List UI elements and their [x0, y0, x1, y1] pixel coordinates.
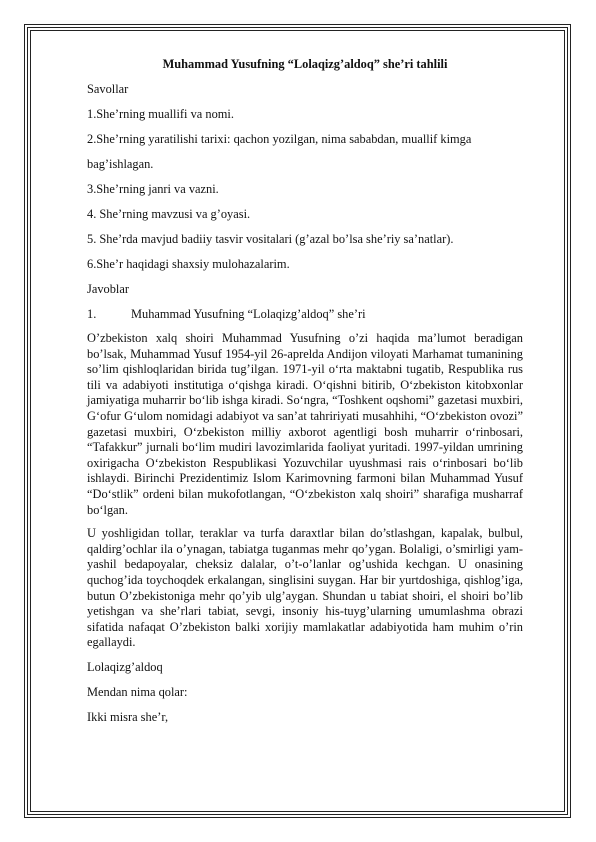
question-3: 3.She’rning janri va vazni.	[87, 182, 219, 196]
biography-paragraph: O’zbekiston xalq shoiri Muhammad Yusufning o’zi haqida ma’lumot beradigan bo’lsak, Muhammad Yusuf 1954-yil 26-aprelda Andijon viloyati Marhamat tumanining so’lim qishloqlaridan birida tug’ilgan. 1971-yil o‘rta maktabni tugatib, Respublika rus tili va adabiyoti institutiga o‘qishga kiradi. O‘qishni bitirib, O‘zbekiston kitobxonlar jamiyatiga muharrir bo‘lib ishga kiradi. So‘ngra, “Toshkent oqshomi” gazetasi muxbiri, G‘ofur G‘ulom nomidagi adabiyot va san’at tahririyati musahhihi, “O‘zbekiston ovozi” gazetasi muxbiri, O‘zbekiston milliy axborot agentligi bosh muharrir o‘rinbosari, “Tafakkur” jurnali bo‘lim mudiri lavozimlarida faoliyat yuritadi. 1997-yildan umrining oxirigacha O‘zbekiston Respublikasi Yozuvchilar uyushmasi rais o‘rinbosari bo‘lib ishlaydi. Birinchi Prezidentimiz Islom Karimovning farmoni bilan Muhammad Yusuf “Do‘stlik” ordeni bilan mukofotlangan, “O‘zbekiston xalq shoiri” sharafiga musharraf bo‘lgan.	[87, 331, 523, 517]
question-2-continued: bag’ishlagan.	[87, 157, 154, 171]
document-title: Muhammad Yusufning “Lolaqizg’aldoq” she’ri tahlili	[162, 57, 448, 71]
poem-line-3: Ikki misra she’r,	[87, 709, 169, 724]
poem-line-2: Mendan nima qolar:	[87, 684, 188, 699]
answer-1-text: Muhammad Yusufning “Lolaqizg’aldoq” she’ri	[131, 307, 366, 321]
answer-1-heading	[87, 306, 523, 323]
questions-heading: Savollar	[87, 82, 129, 96]
question-6: 6.She’r haqidagi shaxsiy mulohazalarim.	[87, 257, 290, 271]
document-body	[87, 56, 523, 734]
poem-line-1: Lolaqizg’aldoq	[87, 659, 163, 674]
answer-1-number: 1.	[87, 307, 97, 321]
question-5: 5. She’rda mavjud badiiy tasvir vositalari (g’azal bo’lsa she’riy sa’natlar).	[87, 232, 454, 246]
childhood-paragraph: U yoshligidan tollar, teraklar va turfa daraxtlar bilan do’stlashgan, kapalak, bulbul, qaldirg’ochlar ila o’ynagan, tabiatga tuganmas mehr qo’ygan. Bolaligi, o’smirligi yam-yashil bedapoyalar, cheksiz dalalar, o’t-o’lanlar og’ushida kechgan. U onasining quchog’ida toychoqdek erkalangan, singlisini suygan. Har bir yurtdoshiga, qishlog’iga, butun O’zbekistoniga mehr qo’yib ulg’aygan. Shundan u tabiat shoiri, el shoiri bo’lib yetishgan va she’rlari tabiat, sevgi, insoniy his-tuyg’ularning umumlashma obrazi sifatida nafaqat O’zbekiston balki xorijiy mamlakatlar adabiyotida ham muhim o’rin egallaydi.	[87, 526, 523, 650]
question-2: 2.She’rning yaratilishi tarixi: qachon yozilgan, nima sababdan, muallif kimga	[87, 132, 472, 146]
question-1: 1.She’rning muallifi va nomi.	[87, 107, 234, 121]
answers-heading: Javoblar	[87, 282, 129, 296]
question-4: 4. She’rning mavzusi va g’oyasi.	[87, 207, 251, 221]
